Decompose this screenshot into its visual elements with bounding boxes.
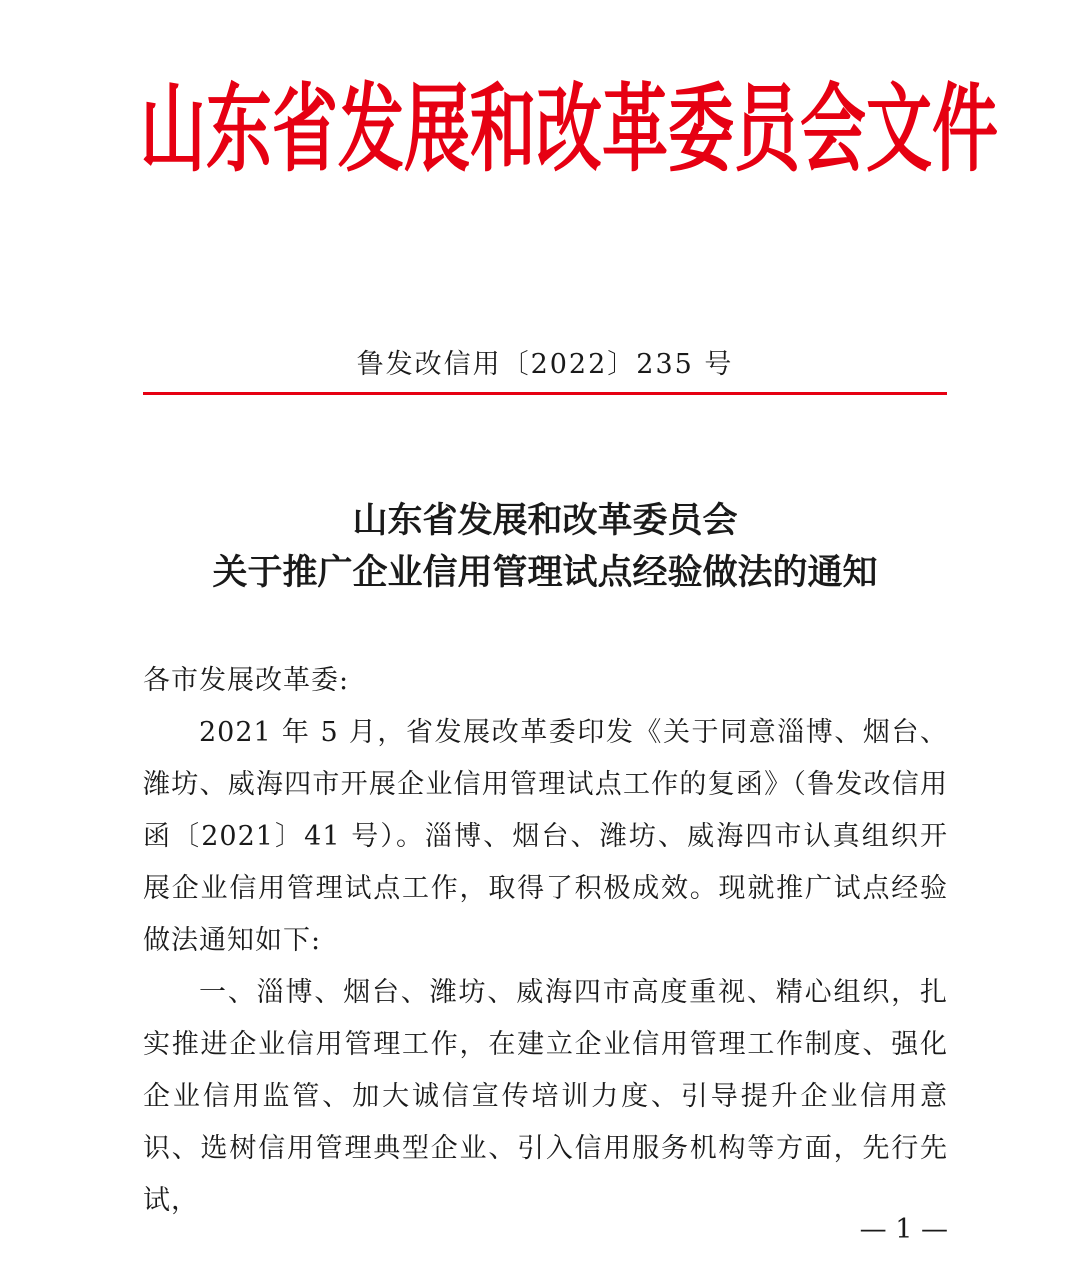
red-divider-line bbox=[143, 392, 947, 395]
page-number: — 1 — bbox=[859, 1214, 948, 1245]
notice-title-line-1: 山东省发展和改革委员会 bbox=[352, 500, 738, 541]
notice-title bbox=[140, 495, 950, 599]
body-paragraph-2: 一、淄博、烟台、潍坊、威海四市高度重视、精心组织，扎实推进企业信用管理工作，在建立企业信用管理工作制度、强化企业信用监管、加大诚信宣传培训力度、引导提升企业信用意识、选树信用管理典型企业、引入信用服务机构等方面，先行先试， bbox=[143, 977, 948, 1216]
masthead-title: 山东省发展和改革委员会文件 bbox=[140, 73, 998, 186]
body-paragraph-1: 2021 年 5 月，省发展改革委印发《关于同意淄博、烟台、潍坊、威海四市开展企业信用管理试点工作的复函》（鲁发改信用函〔2021〕41 号）。淄博、烟台、潍坊、威海四市认真组织开展企业信用管理试点工作，取得了积极成效。现就推广试点经验做法通知如下: bbox=[143, 717, 948, 956]
notice-body bbox=[143, 655, 948, 1227]
notice-title-line-2: 关于推广企业信用管理试点经验做法的通知 bbox=[212, 552, 878, 593]
salutation: 各市发展改革委: bbox=[143, 665, 350, 696]
document-number: 鲁发改信用〔2022〕235 号 bbox=[356, 349, 734, 380]
